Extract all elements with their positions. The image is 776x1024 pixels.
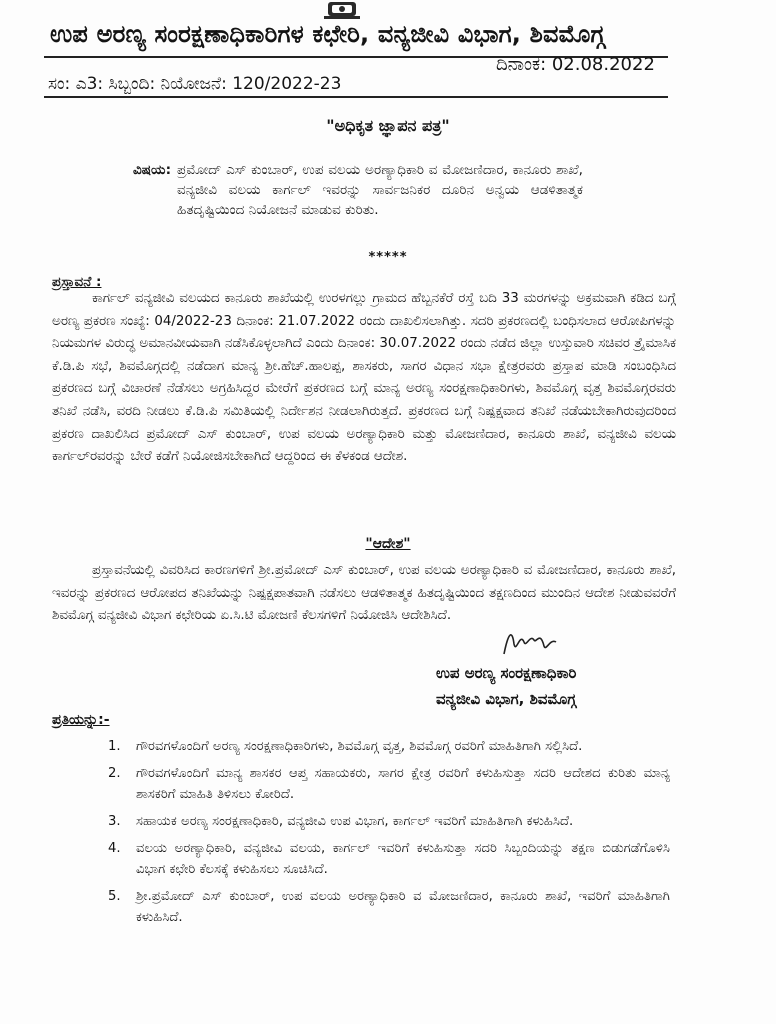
- preamble-paragraph: ಕಾರ್ಗಲ್ ವನ್ಯಜೀವಿ ವಲಯದ ಕಾನೂರು ಶಾಖೆಯಲ್ಲಿ ಉರಳಗಲ್ಲು ಗ್ರಾಮದ ಹೆಬ್ಬನಕೆರೆ ರಸ್ತೆ ಬದಿ 33 ಮರಗಳನ್ನು ಅಕ್ರಮವಾಗಿ ಕಡಿದ ಬಗ್ಗೆ ಅರಣ್ಯ ಪ್ರಕರಣ ಸಂಖ್ಯೆ: 04/2022-23 ದಿನಾಂಕ: 21.07.2022 ರಂದು ದಾಖಲಿಸಲಾಗಿತ್ತು. ಸದರಿ ಪ್ರಕರಣದಲ್ಲಿ ಬಂಧಿಸಲಾದ ಆರೋಪಿಗಳನ್ನು ನಿಯಮಗಳ ವಿರುದ್ಧ ಅಮಾನವೀಯವಾಗಿ ನಡೆಸಿಕೊಳ್ಳಲಾಗಿದೆ ಎಂದು ದಿನಾಂಕ: 30.07.2022 ರಂದು ನಡೆದ ಜಿಲ್ಲಾ ಉಸ್ತುವಾರಿ ಸಚಿವರ ತ್ರೈಮಾಸಿಕ ಕೆ.ಡಿ.ಪಿ ಸಭೆ, ಶಿವಮೊಗ್ಗದಲ್ಲಿ ನಡೆದಾಗ ಮಾನ್ಯ ಶ್ರೀ.ಹೆಚ್.ಹಾಲಪ್ಪ, ಶಾಸಕರು, ಸಾಗರ ವಿಧಾನ ಸಭಾ ಕ್ಷೇತ್ರರವರು ಪ್ರಸ್ತಾಪ ಮಾಡಿ ಸಂಬಂಧಿಸಿದ ಪ್ರಕರಣದ ಬಗ್ಗೆ ವಿಚಾರಣೆ ನೆಡೆಸಲು ಅಗ್ರಹಿಸಿದ್ದರ ಮೇರೆಗೆ ಪ್ರಕರಣದ ಬಗ್ಗೆ ಮಾನ್ಯ ಅರಣ್ಯ ಸಂರಕ್ಷಣಾಧಿಕಾರಿಗಳು, ಶಿವಮೊಗ್ಗ ವೃತ್ತ ಶಿವಮೊಗ್ಗರವರು ತನಿಖೆ ನಡೆಸಿ, ವರದಿ ನೀಡಲು ಕೆ.ಡಿ.ಪಿ ಸಮಿತಿಯಲ್ಲಿ ನಿರ್ದೇಶನ ನೀಡಲಾಗಿರುತ್ತದೆ. ಪ್ರಕರಣದ ಬಗ್ಗೆ ನಿಷ್ಪಕ್ಷವಾದ ತನಿಖೆ ನಡೆಯಬೇಕಾಗಿರುವುದರಿಂದ ಪ್ರಕರಣ ದಾಖಲಿಸಿದ ಪ್ರಮೋದ್ ಎಸ್ ಕುಂಬಾರ್, ಉಪ ವಲಯ ಅರಣ್ಯಾಧಿಕಾರಿ ಮತ್ತು ಮೋಜಣಿದಾರ, ಕಾನೂರು ಶಾಖೆ, ವನ್ಯಜೀವಿ ವಲಯ ಕಾರ್ಗಲ್‌ರವರನ್ನು ಬೇರೆ ಕಡೆಗೆ ನಿಯೋಜಿಸಬೇಕಾಗಿದೆ ಆದ್ದರಿಂದ ಈ ಕೆಳಕಂಡ ಆದೇಶ.: [52, 291, 676, 465]
- signatory-designation: ಉಪ ಅರಣ್ಯ ಸಂರಕ್ಷಣಾಧಿಕಾರಿ: [436, 664, 577, 682]
- list-item-number: 3.: [108, 814, 121, 829]
- state-emblem-icon: [318, 0, 366, 20]
- list-item-number: 4.: [108, 841, 121, 856]
- list-item-number: 2.: [108, 766, 121, 781]
- order-paragraph: ಪ್ರಸ್ತಾವನೆಯಲ್ಲಿ ವಿವರಿಸಿದ ಕಾರಣಗಳಿಗೆ ಶ್ರೀ.ಪ್ರಮೋದ್ ಎಸ್ ಕುಂಬಾರ್, ಉಪ ವಲಯ ಅರಣ್ಯಾಧಿಕಾರಿ ವ ಮೋಜಣಿದಾರ, ಕಾನೂರು ಶಾಖೆ, ಇವರನ್ನು ಪ್ರಕರಣದ ಆರೋಪದ ತನಿಖೆಯನ್ನು ನಿಷ್ಪಕ್ಷಪಾತವಾಗಿ ನಡೆಸಲು ಆಡಳಿತಾತ್ಮಕ ಹಿತದೃಷ್ಟಿಯಿಂದ ತಕ್ಷಣದಿಂದ ಮುಂದಿನ ಆದೇಶ ನೀಡುವವರೆಗೆ ಶಿವಮೊಗ್ಗ ವನ್ಯಜೀವಿ ವಿಭಾಗ ಕಛೇರಿಯ ಏ.ಸಿ.ಟಿ ಮೋಜಣಿ ಕೆಲಸಗಳಿಗೆ ನಿಯೋಜಿಸಿ ಆದೇಶಿಸಿದೆ.: [52, 563, 676, 624]
- list-item-number: 5.: [108, 889, 121, 904]
- list-item: [108, 838, 670, 880]
- order-heading-text: "ಆದೇಶ": [365, 536, 411, 552]
- list-item-text: ಶ್ರೀ.ಪ್ರಮೋದ್ ಎಸ್ ಕುಂಬಾರ್, ಉಪ ವಲಯ ಅರಣ್ಯಾಧಿಕಾರಿ ವ ಮೋಜಣಿದಾರ, ಕಾನೂರು ಶಾಖೆ, ಇವರಿಗೆ ಮಾಹಿತಿಗಾಗಿ ಕಳುಹಿಸಿದೆ.: [136, 889, 670, 925]
- list-item-number: 1.: [108, 739, 121, 754]
- section-separator: *****: [368, 250, 408, 265]
- list-item: [108, 811, 670, 832]
- reference-divider-line: [44, 96, 668, 98]
- list-item: [108, 763, 670, 805]
- preamble-heading: ಪ್ರಸ್ತಾವನೆ :: [52, 274, 102, 290]
- order-heading: [0, 536, 776, 552]
- subject-block: [133, 160, 603, 220]
- list-item-text: ವಲಯ ಅರಣ್ಯಾಧಿಕಾರಿ, ವನ್ಯಜೀವಿ ವಲಯ, ಕಾರ್ಗಲ್ ಇವರಿಗೆ ಕಳುಹಿಸುತ್ತಾ ಸದರಿ ಸಿಬ್ಬಂದಿಯನ್ನು ತಕ್ಷಣ ಬಿಡುಗಡೆಗೊಳಿಸಿ ವಿಭಾಗ ಕಛೇರಿ ಕೆಲಸಕ್ಕೆ ಕಳುಹಿಸಲು ಸೂಚಿಸಿದೆ.: [136, 841, 670, 877]
- list-item-text: ಗೌರವಗಳೊಂದಿಗೆ ಮಾನ್ಯ ಶಾಸಕರ ಆಪ್ತ ಸಹಾಯಕರು, ಸಾಗರ ಕ್ಷೇತ್ರ ರವರಿಗೆ ಕಳುಹಿಸುತ್ತಾ ಸದರಿ ಆದೇಶದ ಕುರಿತು ಮಾನ್ಯ ಶಾಸಕರಿಗೆ ಮಾಹಿತಿ ತಿಳಿಸಲು ಕೋರಿದೆ.: [136, 766, 670, 802]
- list-item: [108, 886, 670, 928]
- handwritten-signature: [500, 624, 560, 660]
- reference-number: ಸಂ: ಎ3: ಸಿಬ್ಬಂದಿ: ನಿಯೋಜನೆ: 120/2022-23: [48, 74, 342, 94]
- copies-heading: ಪ್ರತಿಯನ್ನು:-: [52, 712, 110, 728]
- list-item-text: ಗೌರವಗಳೊಂದಿಗೆ ಅರಣ್ಯ ಸಂರಕ್ಷಣಾಧಿಕಾರಿಗಳು, ಶಿವಮೊಗ್ಗ ವೃತ್ತ, ಶಿವಮೊಗ್ಗ ರವರಿಗೆ ಮಾಹಿತಿಗಾಗಿ ಸಲ್ಲಿಸಿದೆ.: [136, 739, 583, 754]
- letter-date: ದಿನಾಂಕ: 02.08.2022: [496, 54, 655, 75]
- list-item: [108, 736, 670, 757]
- office-heading: ಉಪ ಅರಣ್ಯ ಸಂರಕ್ಷಣಾಧಿಕಾರಿಗಳ ಕಛೇರಿ, ವನ್ಯಜೀವಿ ವಿಭಾಗ, ಶಿವಮೊಗ್ಗ: [50, 20, 606, 48]
- subject-label: ವಿಷಯ:: [133, 162, 172, 178]
- copies-list: [108, 736, 670, 934]
- signatory-office: ವನ್ಯಜೀವಿ ವಿಭಾಗ, ಶಿವಮೊಗ್ಗ: [436, 690, 577, 708]
- list-item-text: ಸಹಾಯಕ ಅರಣ್ಯ ಸಂರಕ್ಷಣಾಧಿಕಾರಿ, ವನ್ಯಜೀವಿ ಉಪ ವಿಭಾಗ, ಕಾರ್ಗಲ್ ಇವರಿಗೆ ಮಾಹಿತಿಗಾಗಿ ಕಳುಹಿಸಿದೆ.: [136, 814, 574, 829]
- subject-text: ಪ್ರಮೋದ್ ಎಸ್ ಕುಂಬಾರ್, ಉಪ ವಲಯ ಅರಣ್ಯಾಧಿಕಾರಿ ವ ಮೋಜಣಿದಾರ, ಕಾನೂರು ಶಾಖೆ, ವನ್ಯಜೀವಿ ವಲಯ ಕಾರ್ಗಲ್ ಇವರನ್ನು ಸಾರ್ವಜನಿಕರ ದೂರಿನ ಅನ್ವಯ ಆಡಳಿತಾತ್ಮಕ ಹಿತದೃಷ್ಟಿಯಿಂದ ನಿಯೋಜನೆ ಮಾಡುವ ಕುರಿತು.: [177, 162, 584, 218]
- memo-title: "ಅಧಿಕೃತ ಜ್ಞಾಪನ ಪತ್ರ": [326, 116, 450, 135]
